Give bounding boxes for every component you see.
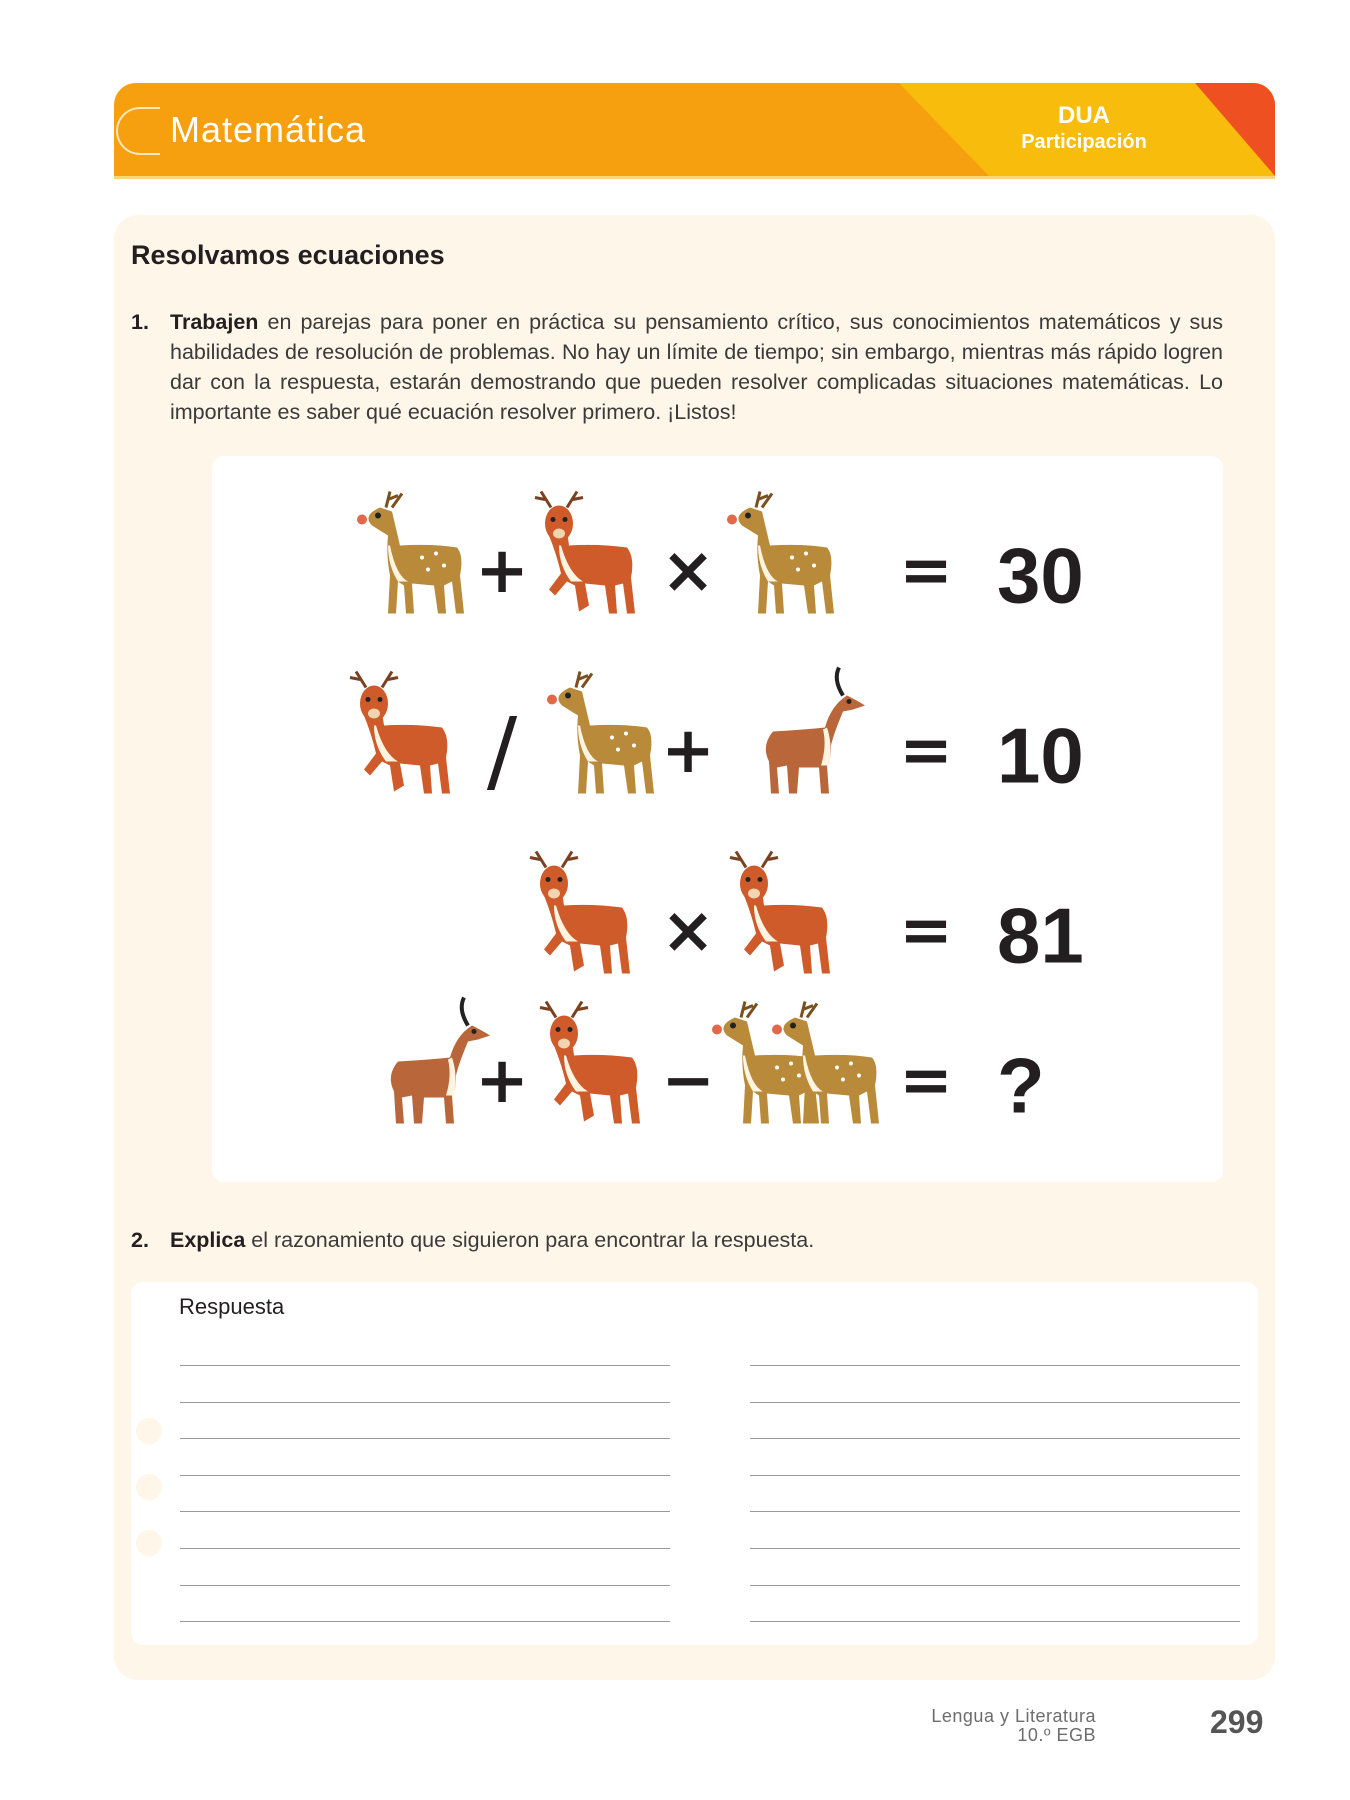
equals-sign: = xyxy=(899,894,953,968)
result-value: 81 xyxy=(997,891,1084,980)
equals-sign: = xyxy=(899,714,953,788)
decorative-dot xyxy=(136,1418,162,1444)
section-title: Resolvamos ecuaciones xyxy=(131,240,445,270)
answer-line[interactable] xyxy=(180,1511,670,1512)
red-deer-icon xyxy=(532,993,652,1128)
subject-logo-icon xyxy=(116,107,160,155)
operator: × xyxy=(661,534,715,608)
antelope-icon xyxy=(372,993,492,1128)
decorative-dot xyxy=(136,1474,162,1500)
dua-label xyxy=(984,103,1184,155)
answer-line[interactable] xyxy=(180,1402,670,1403)
question-text: el razonamiento que siguieron para encontrar la respuesta. xyxy=(245,1228,815,1252)
tan-deer-icon xyxy=(352,483,472,618)
answer-line[interactable] xyxy=(180,1365,670,1366)
subject-banner xyxy=(114,83,1275,179)
answer-line[interactable] xyxy=(750,1365,1240,1366)
operator: / xyxy=(486,698,518,804)
dua-title: DUA xyxy=(1058,102,1110,129)
answer-line[interactable] xyxy=(750,1438,1240,1439)
question-keyword: Explica xyxy=(170,1228,246,1252)
tan-deer-icon xyxy=(542,663,662,798)
answer-line[interactable] xyxy=(180,1585,670,1586)
answer-line[interactable] xyxy=(750,1621,1240,1622)
answer-line[interactable] xyxy=(750,1548,1240,1549)
answer-line[interactable] xyxy=(750,1475,1240,1476)
answer-box[interactable] xyxy=(131,1282,1258,1645)
operator: + xyxy=(661,714,715,788)
result-value: 10 xyxy=(997,711,1084,800)
equals-sign: = xyxy=(899,534,953,608)
dua-subtitle: Participación xyxy=(1021,131,1147,153)
red-deer-icon xyxy=(342,663,462,798)
deer-equation-puzzle xyxy=(212,456,1223,1182)
answer-line[interactable] xyxy=(750,1511,1240,1512)
page-number: 299 xyxy=(1210,1704,1264,1740)
footer xyxy=(931,1707,1096,1745)
subject-title: Matemática xyxy=(170,109,367,150)
activity-panel xyxy=(114,215,1275,1680)
equals-sign: = xyxy=(899,1044,953,1118)
result-value: ? xyxy=(997,1041,1045,1130)
question-number: 2. xyxy=(131,1228,149,1252)
answer-line[interactable] xyxy=(750,1402,1240,1403)
tan-deer-icon xyxy=(767,993,887,1128)
red-deer-icon xyxy=(527,483,647,618)
answer-line[interactable] xyxy=(180,1438,670,1439)
operator: − xyxy=(661,1044,715,1118)
decorative-dot xyxy=(136,1530,162,1556)
answer-label: Respuesta xyxy=(179,1294,285,1319)
question-2 xyxy=(131,1225,1223,1255)
antelope-icon xyxy=(747,663,867,798)
answer-line[interactable] xyxy=(180,1621,670,1622)
answer-line[interactable] xyxy=(180,1475,670,1476)
question-text: en parejas para poner en práctica su pensamiento crítico, sus conocimientos matemáticos y sus habilidades de resolución de problemas. No hay un límite de tiempo; sin embargo, mientras más rápido logren dar con la respuesta, estarán demostrando que pueden resolver complicadas situaciones matemáticas. Lo importante es saber qué ecuación resolver primero. ¡Listos! xyxy=(170,310,1223,424)
red-deer-icon xyxy=(722,843,842,978)
footer-grade: 10.º EGB xyxy=(1017,1725,1096,1745)
question-number: 1. xyxy=(131,310,149,334)
answer-line[interactable] xyxy=(750,1585,1240,1586)
tan-deer-icon xyxy=(722,483,842,618)
operator: + xyxy=(475,534,529,608)
question-1 xyxy=(131,307,1223,427)
result-value: 30 xyxy=(997,531,1084,620)
footer-subject: Lengua y Literatura xyxy=(931,1706,1096,1726)
red-deer-icon xyxy=(522,843,642,978)
answer-line[interactable] xyxy=(180,1548,670,1549)
question-keyword: Trabajen xyxy=(170,310,259,334)
operator: × xyxy=(661,894,715,968)
operator: + xyxy=(475,1044,529,1118)
